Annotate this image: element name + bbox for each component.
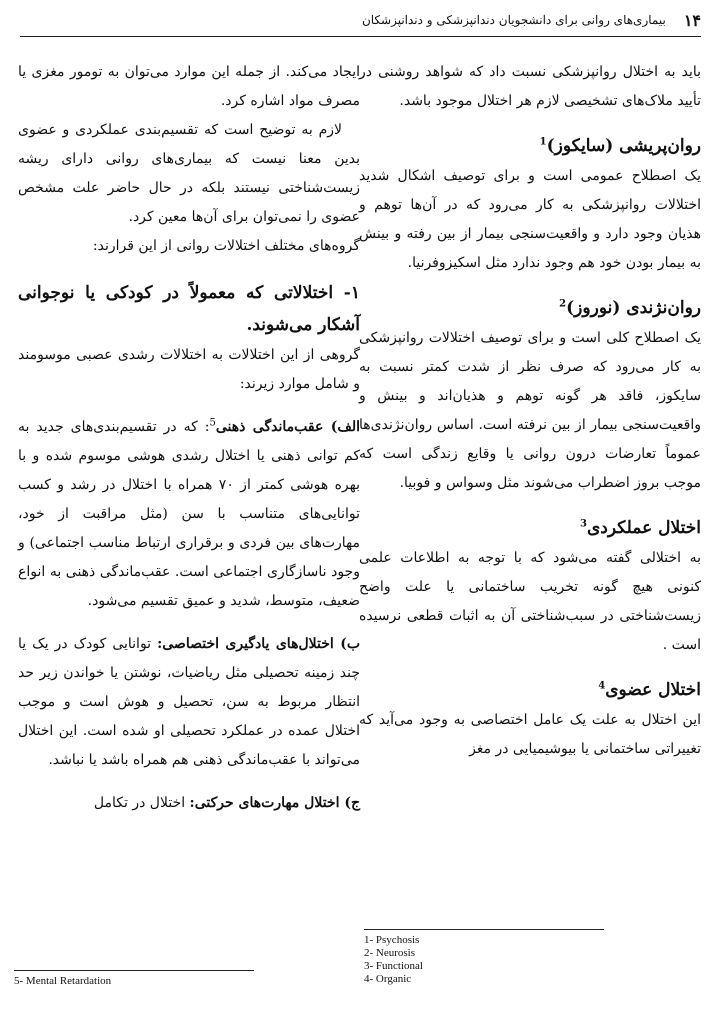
organic-paragraph: این اختلال به علت یک عامل اختصاصی به وجود می‌آید که تغییراتی ساختمانی یا بیوشیمیایی در مغز — [359, 712, 701, 757]
right-column — [359, 58, 701, 764]
running-title: بیماری‌های روانی برای دانشجویان دندانپزشکی و دندانپزشکان — [361, 13, 666, 27]
item-a-text: : که در تقسیم‌بندی‌های جدید به کم توانی ذهنی یا اختلال رشدی هوشی موسوم شده و با بهره هوشی کمتر از ۷۰ همراه با اختلال در رشد و کسب توانایی‌های متناسب با سن (مثل مراقبت از خود، مهارت‌های بین فردی و برقراری ارتباط مناسب اجتماعی) و وجود ناسازگاری اجتماعی است. عقب‌ماندگی ذهنی به انواع ضعیف، متوسط، شدید و عمیق تقسیم می‌شود. — [18, 419, 361, 609]
footnote-ref-1: 1 — [539, 136, 547, 148]
footnote-rule — [364, 929, 604, 930]
item-b-text: توانایی کودک در یک یا چند زمینه تحصیلی مثل ریاضیات، نوشتن یا خواندن زیر حد انتظار مربوط به سن، تحصیل و هوش است و موجب اختلال عمده در عملکرد تحصیلی او شده است. این اختلال می‌تواند با عقب‌ماندگی ذهنی هم همراه باشد یا نباشد. — [18, 636, 360, 768]
continuation-paragraph: ایجاد می‌کند. از جمله این موارد می‌توان به تومور مغزی یا مصرف مواد اشاره کرد. — [18, 64, 360, 109]
psychosis-paragraph: یک اصطلاح عمومی است و برای توصیف اشکال شدید اختلالات روانپزشکی به کار می‌رود که در آن‌ها توهم و هذیان وجود دارد و واقعیت‌سنجی بیمار از بین رفته و بینش به بیمار بودن خود هم وجود ندارد مثل اسکیزوفرنیا. — [359, 168, 701, 271]
footnotes-right — [364, 929, 604, 986]
header-rule — [20, 36, 701, 37]
left-column — [18, 58, 360, 818]
footnote-ref-4: 4 — [598, 680, 606, 692]
footnote-ref-3: 3 — [580, 518, 587, 530]
heading-neurosis — [359, 292, 701, 324]
heading-neurosis-text: روان‌نژندی (نوروز) — [566, 298, 701, 318]
item-b-paragraph — [18, 630, 360, 775]
section-1-paragraph: گروهی از این اختلالات به اختلالات رشدی عصبی موسومند و شامل موارد زیرند: — [18, 347, 360, 392]
footnote-2: 2- Neurosis — [364, 947, 416, 959]
heading-psychosis-text: روان‌پریشی (سایکوز) — [546, 136, 701, 156]
footnote-ref-5: 5 — [209, 417, 216, 429]
item-a-label: الف) عقب‌ماندگی ذهنی — [215, 419, 360, 435]
footnote-1: 1- Psychosis — [364, 934, 420, 946]
neurosis-paragraph: یک اصطلاح کلی است و برای توصیف اختلالات روانپزشکی به کار می‌رود که صرف نظر از شدت کمتر نسبت به سایکوز، فاقد هر گونه توهم و هذیان‌اند و بینش و واقعیت‌سنجی بیمار از بین نرفته است. اساس روان‌نژندی‌ها عموماً تعارضات درون روانی یا وقایع زندگی است که موجب بروز اضطراب می‌شوند مثل وسواس و فوبیا. — [359, 330, 701, 491]
heading-organic — [359, 674, 701, 706]
item-c-text: اختلال در تکامل — [93, 795, 190, 811]
page-header — [20, 8, 701, 32]
heading-organic-text: اختلال عضوی — [605, 680, 701, 700]
heading-psychosis — [359, 130, 701, 162]
heading-functional — [359, 512, 701, 544]
item-c-label: ج) اختلال مهارت‌های حرکتی: — [189, 795, 360, 811]
functional-paragraph: به اختلالی گفته می‌شود که با توجه به اطلاعات علمی کنونی هیچ گونه تخریب ساختمانی یا علت واضح زیست‌شناختی در سبب‌شناختی آن به اثبات قطعی نرسیده است . — [359, 550, 701, 653]
footnote-ref-2: 2 — [559, 298, 567, 310]
item-b-label: ب) اختلال‌های یادگیری اختصاصی: — [157, 636, 360, 652]
groups-intro: گروه‌های مختلف اختلالات روانی از این قرارند: — [92, 238, 360, 254]
intro-paragraph: باید به اختلال روانپزشکی نسبت داد که شواهد روشنی در تأیید ملاک‌های تشخیصی لازم هر اختلال موجود باشد. — [359, 64, 701, 109]
footnote-4: 4- Organic — [364, 973, 412, 985]
item-c-paragraph — [18, 789, 360, 818]
section-1-heading: ۱- اختلالاتی که معمولاً در کودکی یا نوجوانی آشکار می‌شوند. — [18, 283, 360, 335]
item-a-paragraph — [18, 413, 360, 616]
page-number: ۱۴ — [683, 10, 701, 30]
footnote-rule — [14, 970, 254, 971]
footnote-3: 3- Functional — [364, 960, 423, 972]
footnotes-left — [14, 970, 254, 988]
heading-functional-text: اختلال عملکردی — [586, 518, 701, 538]
footnote-5: 5- Mental Retardation — [14, 975, 112, 987]
classification-paragraph: لازم به توضیح است که تقسیم‌بندی عملکردی و عضوی بدین معنا نیست که بیماری‌های روانی دارای ریشه زیست‌شناختی نیستند بلکه در حال حاضر علت مشخص عضوی را نمی‌توان برای آن‌ها معین کرد. — [18, 122, 360, 225]
